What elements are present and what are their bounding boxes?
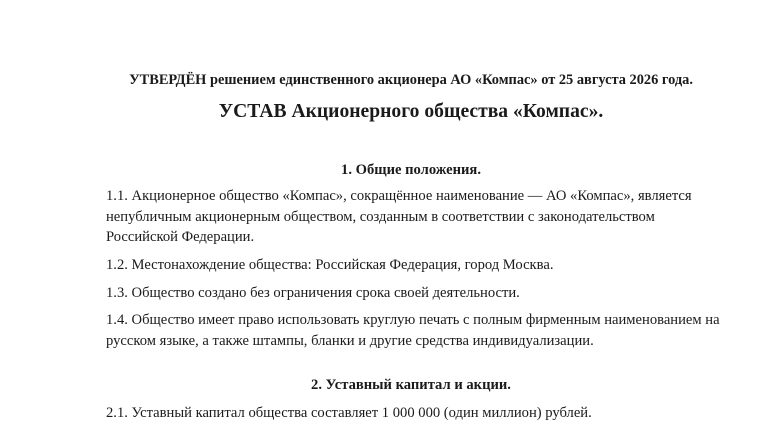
- paragraph: 1.3. Общество создано без ограничения срока своей деятельности.: [106, 285, 520, 301]
- paragraph: 2.1. Уставный капитал общества составляет 1 000 000 (один миллион) рублей.: [106, 405, 592, 421]
- paragraph: 1.4. Общество имеет право использовать круглую печать с полным фирменным наименованием на русском языке, а также штампы, бланки и другие средства индивидуализации.: [106, 312, 720, 349]
- paragraph: 1.1. Акционерное общество «Компас», сокращённое наименование — АО «Компас», является непубличным акционерным обществом, созданным в соответствии с законодательством Российской Федерации.: [106, 188, 692, 245]
- paragraph: 1.2. Местонахождение общества: Российская Федерация, город Москва.: [106, 257, 554, 273]
- section-heading: 1. Общие положения.: [341, 162, 481, 178]
- approval-line: УТВЕРДЁН решением единственного акционера АО «Компас» от 25 августа 2026 года.: [129, 72, 693, 88]
- document-title: УСТАВ Акционерного общества «Компас».: [218, 101, 604, 122]
- section-heading: 2. Уставный капитал и акции.: [311, 377, 511, 393]
